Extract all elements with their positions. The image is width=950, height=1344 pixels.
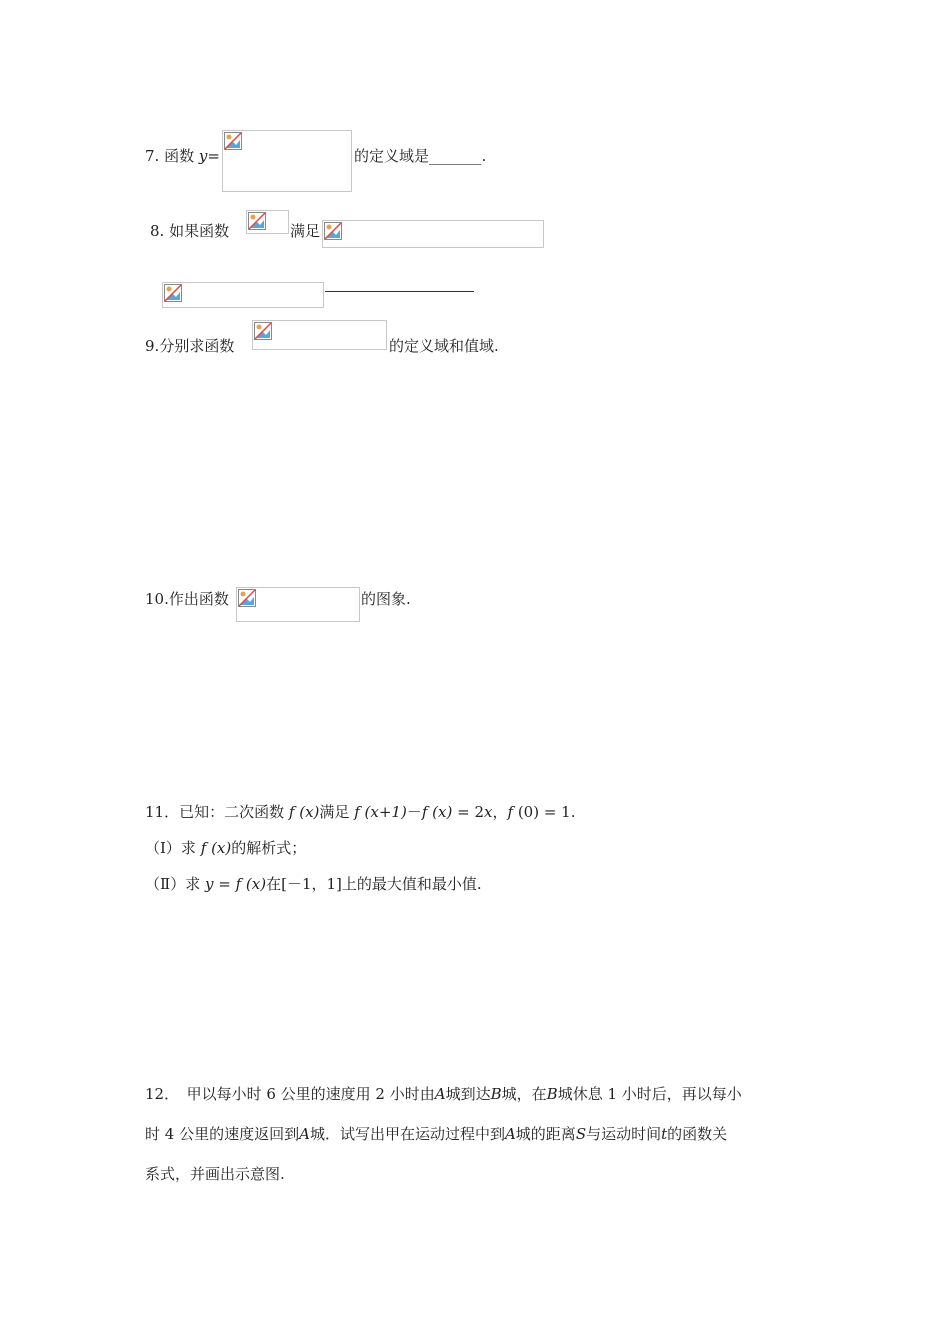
- q7-formula-image: [222, 130, 352, 192]
- question-11-part-2: [145, 873, 482, 894]
- q11-f2: f: [354, 803, 360, 821]
- q11-part1-text: 的解析式；: [231, 839, 307, 857]
- q11-f: f: [288, 803, 295, 821]
- q11-x2: (x+1): [364, 803, 407, 821]
- q11-f0: (0) = 1.: [517, 803, 576, 821]
- q8-answer-line: [325, 291, 474, 292]
- q12-text-7: 城的距离: [515, 1125, 576, 1143]
- q8-number: 8.: [150, 222, 165, 240]
- q9-number: 9.: [145, 337, 160, 355]
- q12-text-9: 的函数关: [667, 1125, 728, 1143]
- q11-part1-x: (x): [211, 839, 232, 857]
- question-8: [150, 220, 229, 241]
- q11-f3: f: [421, 803, 428, 821]
- q10-text-b: 的图象.: [361, 590, 411, 608]
- question-9: [145, 335, 234, 356]
- q11-part1-label: （Ⅰ）求: [145, 839, 196, 857]
- question-11-part-1: [145, 837, 306, 858]
- q9-tail: [389, 335, 499, 356]
- q8-function-image: [246, 210, 289, 234]
- q7-text-a: 函数: [164, 147, 195, 165]
- q12-text-3: 城，在: [501, 1085, 547, 1103]
- q9-function-image: [252, 320, 387, 350]
- q8-text-a: 如果函数: [169, 222, 230, 240]
- question-12-line-1: [145, 1083, 742, 1104]
- q7-var: y=: [198, 147, 220, 165]
- q11-part2-text: 在[－1，1]上的最大值和最小值.: [266, 875, 482, 893]
- q11-comma: ，: [492, 803, 508, 821]
- question-10: [145, 588, 229, 609]
- q11-satisfies: 满足: [319, 803, 350, 821]
- q11-part1-f: f: [200, 839, 207, 857]
- q12-distance-s: S: [575, 1125, 587, 1143]
- q8-condition-image: [322, 220, 544, 248]
- q12-city-a-2: A: [299, 1125, 310, 1143]
- q11-part2-eq: =: [213, 875, 236, 893]
- q7-text-b: 的定义域是: [354, 147, 430, 165]
- q11-part2-y: y: [204, 875, 214, 893]
- broken-image-icon: [238, 589, 256, 607]
- q9-text-b: 的定义域和值域.: [389, 337, 499, 355]
- broken-image-icon: [164, 284, 182, 302]
- question-11-line-1: [145, 801, 576, 822]
- q11-f4: f: [507, 803, 514, 821]
- q10-number: 10.: [145, 590, 169, 608]
- q11-x4: x: [484, 803, 493, 821]
- q12-text-4: 城休息 1 小时后，再以每小: [557, 1085, 742, 1103]
- q12-time-t: t: [661, 1125, 668, 1143]
- broken-image-icon: [254, 322, 272, 340]
- q11-eq: = 2: [452, 803, 484, 821]
- q10-text-a: 作出函数: [168, 590, 229, 608]
- q12-text-2: 城到达: [445, 1085, 491, 1103]
- broken-image-icon: [324, 222, 342, 240]
- q12-city-a-3: A: [504, 1125, 516, 1143]
- q8-condition-label: [290, 220, 320, 241]
- q11-intro: 11．已知：二次函数: [145, 803, 285, 821]
- q11-x3: (x): [432, 803, 453, 821]
- q10-tail: [361, 588, 411, 609]
- q12-text-6: 城．试写出甲在运动过程中到: [309, 1125, 505, 1143]
- q10-function-image: [236, 587, 360, 622]
- q8-second-image: [162, 282, 324, 308]
- q12-text-1: 12． 甲以每小时 6 公里的速度用 2 小时由: [145, 1085, 435, 1103]
- q12-city-b: B: [490, 1085, 502, 1103]
- q7-blank: _______: [429, 147, 482, 165]
- q12-city-b-2: B: [546, 1085, 558, 1103]
- question-12-line-3: [145, 1163, 285, 1184]
- q11-part2-x: (x): [245, 875, 267, 893]
- q12-text-8: 与运动时间: [586, 1125, 662, 1143]
- broken-image-icon: [248, 212, 266, 230]
- q7-number: 7.: [145, 147, 160, 165]
- question-12-line-2: [145, 1123, 727, 1144]
- q7-tail: [354, 145, 486, 166]
- q11-x: (x): [299, 803, 320, 821]
- q11-part2-f: f: [235, 875, 242, 893]
- q12-text-5: 时 4 公里的速度返回到: [145, 1125, 300, 1143]
- q7-end: .: [481, 147, 487, 165]
- q9-text-a: 分别求函数: [159, 337, 235, 355]
- q12-city-a: A: [434, 1085, 446, 1103]
- broken-image-icon: [224, 132, 242, 150]
- q11-part2-label: （Ⅱ）求: [145, 875, 201, 893]
- q11-minus: －: [406, 803, 422, 821]
- question-7: [145, 145, 220, 166]
- q8-text-b: 满足: [290, 222, 321, 240]
- q12-text-10: 系式，并画出示意图.: [145, 1165, 285, 1183]
